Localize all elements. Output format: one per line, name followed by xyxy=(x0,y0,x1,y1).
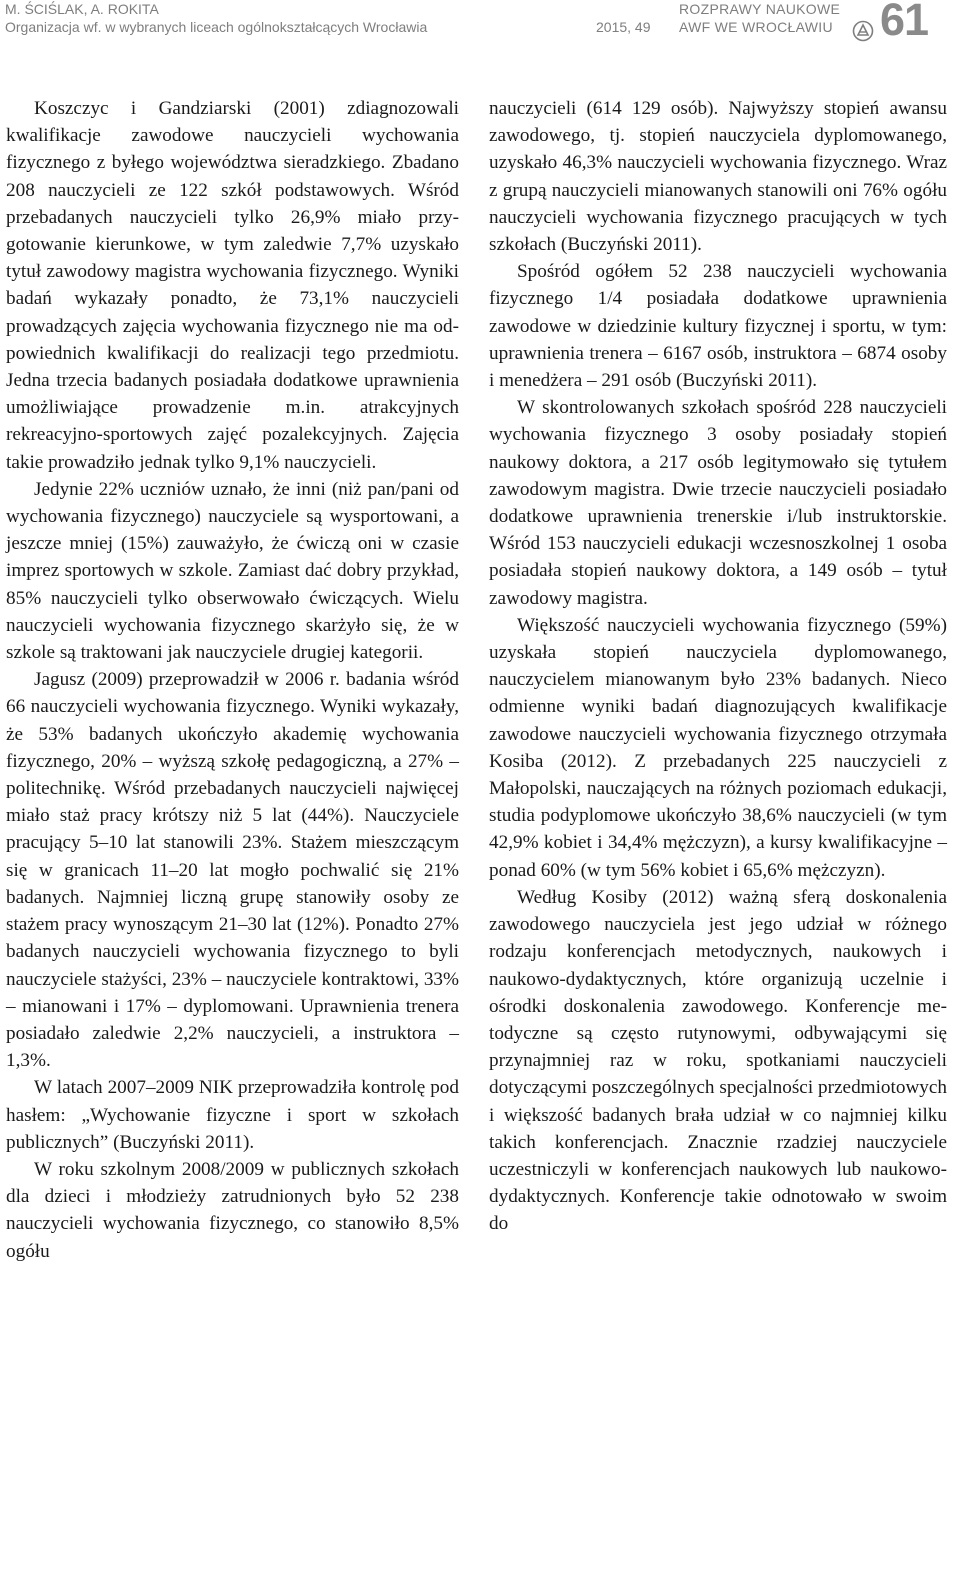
running-head-authors: M. ŚCIŚLAK, A. ROKITA xyxy=(5,1,159,17)
right-column xyxy=(489,95,947,1238)
paragraph: Jagusz (2009) przeprowadził w 2006 r. badania wśród 66 nauczycieli wychowania fizycznego. Wyniki wykazały, że 53% badanych ukończyło akademię wychowania fizycznego, 20% – wyższą szkołę pedagogiczną, a 27% – politechnikę. Wśród przebadanych nauczycieli najwięcej miało staż pracy krótszy niż 5 lat (44%). Nauczyciele pracujący 5–10 lat stanowili 23%. Stażem mieszczącym się w granicach 11–20 lat mogło pochwalić się 21% badanych. Najmniej liczną grupę stanowiły osoby ze stażem pracy wynoszącym 21–30 lat (12%). Ponadto 27% badanych nauczycieli wychowania fizycznego to byli nauczyciele stażyści, 23% – nauczyciele kontraktowi, 33% – mianowani i 17% – dyplomowani. Uprawnienia trenera posiadało zaledwie 2,2% nauczycieli, a instruktora – 1,3%. xyxy=(6,669,459,1072)
page-number: 61 xyxy=(880,0,929,45)
paragraph: Według Kosiby (2012) ważną sferą doskonalenia zawodowego nauczyciela jest jego udział w różnego rodzaju konferencjach metodycznych, naukowych i naukowo-dydaktycznych, które organizują uczelnie i ośrodki doskonalenia zawodowego. Konferencje metodyczne są często rutynowymi, odbywającymi się przynajmniej raz w roku, spotkaniami nauczycieli dotyczącymi poszczególnych specjalności przedmiotowych i większość badanych brała udział w co najmniej kilku takich konferencjach. Znacznie rzadziej nauczyciele uczestniczyli w konferencjach naukowych lub naukowo-dydaktycznych. Konferencje takie odnotowało w swoim do xyxy=(489,886,947,1235)
paragraph: Większość nauczycieli wychowania fizycznego (59%) uzyskała stopień nauczyciela dyplomowanego, nauczycielem mianowanym było 23% badanych. Nieco odmienne wyniki badań diagnozujących kwalifikacje zawodowe nauczycieli wychowania fizycznego otrzymała Kosiba (2012). Z przebadanych 225 nauczycieli z Małopolski, nauczających na różnych poziomach edukacji, studia podyplomowe ukończyło 38,6% nauczycieli (w tym 42,9% kobiet i 34,4% mężczyzn), a kursy kwalifikacyjne – ponad 60% (w tym 56% kobiet i 65,6% mężczyzn). xyxy=(489,614,947,881)
issue-number: 2015, 49 xyxy=(596,19,651,35)
paragraph: W skontrolowanych szkołach spośród 228 nauczycieli wychowania fizycznego 3 osoby posiadały stopień naukowy doktora, a 217 osób legitymowało się tytułem zawodowym magistra. Dwie trzecie nauczycieli posiadało dodatkowe uprawnienia trenerskie i/lub instruktorskie. Wśród 153 nauczycieli edukacji wczesnoszkolnej 1 osoba posiadała stopień naukowy doktora, a 149 osób – tytuł zawodowy magistra. xyxy=(489,397,947,609)
paragraph: Spośród ogółem 52 238 nauczycieli wychowania fizycznego 1/4 posiadała dodatkowe uprawnienia zawodowe w dziedzinie kultury fizycznej i sportu, w tym: uprawnienia trenera – 6167 osób, instruktora – 6874 osoby i menedżera – 291 osób (Buczyński 2011). xyxy=(489,261,947,392)
journal-name-line1: ROZPRAWY NAUKOWE xyxy=(679,1,841,17)
paragraph: Jedynie 22% uczniów uznało, że inni (niż pan/pani od wychowania fizycznego) nauczyciele są wysportowani, a jeszcze mniej (15%) zauważyło, że ćwiczą oni w czasie imprez sportowych w szkole. Zamiast dać dobry przykład, 85% nauczycieli tylko obserwowało ćwiczących. Wielu nauczycieli wychowania fizycznego skarżyło się, że w szkole są traktowani jak nauczyciele drugiej kategorii. xyxy=(6,478,459,664)
journal-name-line2: AWF WE WROCŁAWIU xyxy=(679,19,833,35)
left-column xyxy=(6,95,459,1265)
running-head-title: Organizacja wf. w wybranych liceach ogólnokształcących Wrocławia xyxy=(5,19,428,35)
paragraph: W roku szkolnym 2008/2009 w publicznych szkołach dla dzieci i młodzieży zatrudnionych było 52 238 nauczycieli wychowania fizycznego, co stanowiło 8,5% ogółu xyxy=(6,1158,459,1262)
paragraph: Koszczyc i Gandziarski (2001) zdiagnozowali kwalifikacje zawodowe nauczycieli wychowania fizycznego z byłego województwa sieradzkiego. Zbadano 208 nauczycieli ze 122 szkół podstawowych. Wśród przebadanych nauczycieli tylko 26,9% miało przygotowanie kierunkowe, w tym zaledwie 7,7% uzyskało tytuł zawodowy magistra wychowania fizycznego. Wyniki badań wykazały ponadto, że 73,1% nauczycieli prowadzących zajęcia wychowania fizycznego nie ma odpowiednich kwalifikacji do realizacji tego przedmiotu. Jedna trzecia badanych posiadała dodatkowe uprawnienia umożliwiające prowadzenie m.in. atrakcyjnych rekreacyjno-sportowych zajęć pozalekcyjnych. Zajęcia takie prowadziło jednak tylko 9,1% nauczycieli. xyxy=(6,98,459,473)
awf-logo-icon xyxy=(852,20,874,42)
page-header xyxy=(0,0,960,46)
paragraph: W latach 2007–2009 NIK przeprowadziła kontrolę pod hasłem: „Wychowanie fizyczne i sport w szkołach publicznych” (Buczyński 2011). xyxy=(6,1077,459,1153)
paragraph-continued: nauczycieli (614 129 osób). Najwyższy stopień awansu zawodowego, tj. stopień nauczyciela dyplomowanego, uzyskało 46,3% nauczycieli wychowania fizycznego. Wraz z grupą nauczycieli mianowanych stanowili oni 76% ogółu nauczycieli wychowania fizycznego pracujących w tych szkołach (Buczyński 2011). xyxy=(489,98,947,256)
